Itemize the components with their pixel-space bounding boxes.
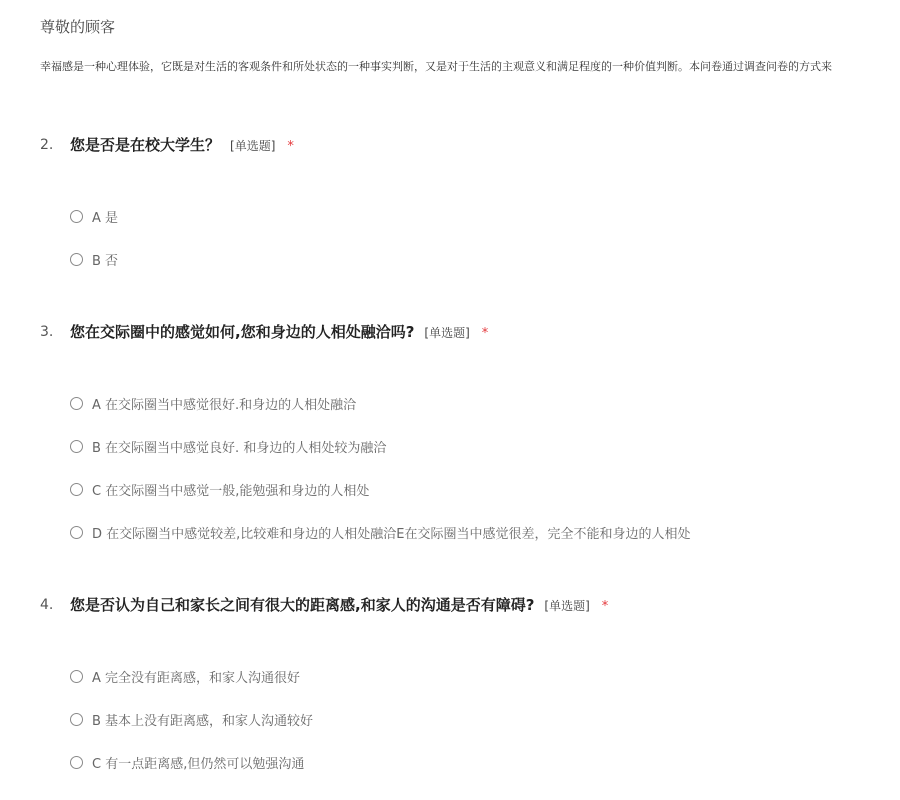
option-label: A 完全没有距离感，和家人沟通很好	[92, 670, 301, 686]
required-marker: *	[601, 599, 609, 614]
question-title	[70, 321, 488, 342]
question-header	[40, 594, 900, 618]
option-label: B 基本上没有距离感，和家人沟通较好	[92, 713, 314, 729]
question-header	[40, 321, 900, 345]
question-4	[40, 594, 900, 772]
question-title	[70, 134, 294, 155]
question-title-text: 您是否是在校大学生？	[70, 136, 221, 154]
option-3a[interactable]	[70, 392, 356, 414]
radio-button[interactable]	[70, 440, 83, 453]
question-type: [单选题]	[424, 326, 470, 340]
question-number: 3.	[40, 324, 54, 340]
radio-button[interactable]	[70, 253, 83, 266]
survey-intro: 幸福感是一种心理体验，它既是对生活的客观条件和所处状态的一种事实判断，又是对于生活的主观意义和满足程度的一种价值判断。本问卷通过调查问卷的方式来	[40, 60, 832, 73]
option-label: A 是	[92, 210, 119, 226]
radio-button[interactable]	[70, 756, 83, 769]
option-label: C 有一点距离感,但仍然可以勉强沟通	[92, 756, 305, 772]
option-2a[interactable]	[70, 205, 118, 227]
option-4c[interactable]	[70, 751, 304, 773]
option-3b[interactable]	[70, 435, 386, 457]
radio-button[interactable]	[70, 397, 83, 410]
question-number: 2.	[40, 137, 54, 153]
question-title-text: 您是否认为自己和家长之间有很大的距离感,和家人的沟通是否有障碍?	[70, 596, 535, 614]
option-3d[interactable]	[70, 521, 691, 543]
question-header	[40, 134, 900, 158]
option-3c[interactable]	[70, 478, 369, 500]
question-type: [单选题]	[544, 599, 590, 613]
radio-button[interactable]	[70, 713, 83, 726]
question-2	[40, 134, 900, 269]
radio-button[interactable]	[70, 670, 83, 683]
option-label: D 在交际圈当中感觉较差,比较难和身边的人相处融洽E在交际圈当中感觉很差，完全不能和身边的人相处	[92, 526, 691, 542]
question-title	[70, 594, 608, 615]
question-number: 4.	[40, 597, 54, 613]
radio-button[interactable]	[70, 526, 83, 539]
option-2b[interactable]	[70, 248, 118, 270]
radio-button[interactable]	[70, 483, 83, 496]
required-marker: *	[287, 139, 294, 154]
question-3	[40, 321, 900, 542]
greeting-text: 尊敬的顾客	[40, 18, 116, 36]
option-label: A 在交际圈当中感觉很好.和身边的人相处融洽	[92, 397, 357, 413]
option-label: B 否	[92, 253, 119, 269]
required-marker: *	[481, 326, 489, 341]
radio-button[interactable]	[70, 210, 83, 223]
option-label: B 在交际圈当中感觉良好. 和身边的人相处较为融洽	[92, 440, 387, 456]
option-4b[interactable]	[70, 708, 313, 730]
question-title-text: 您在交际圈中的感觉如何,您和身边的人相处融洽吗?	[70, 323, 415, 341]
option-label: C 在交际圈当中感觉一般,能勉强和身边的人相处	[92, 483, 370, 499]
question-type: [单选题]	[230, 139, 276, 153]
option-4a[interactable]	[70, 665, 300, 687]
